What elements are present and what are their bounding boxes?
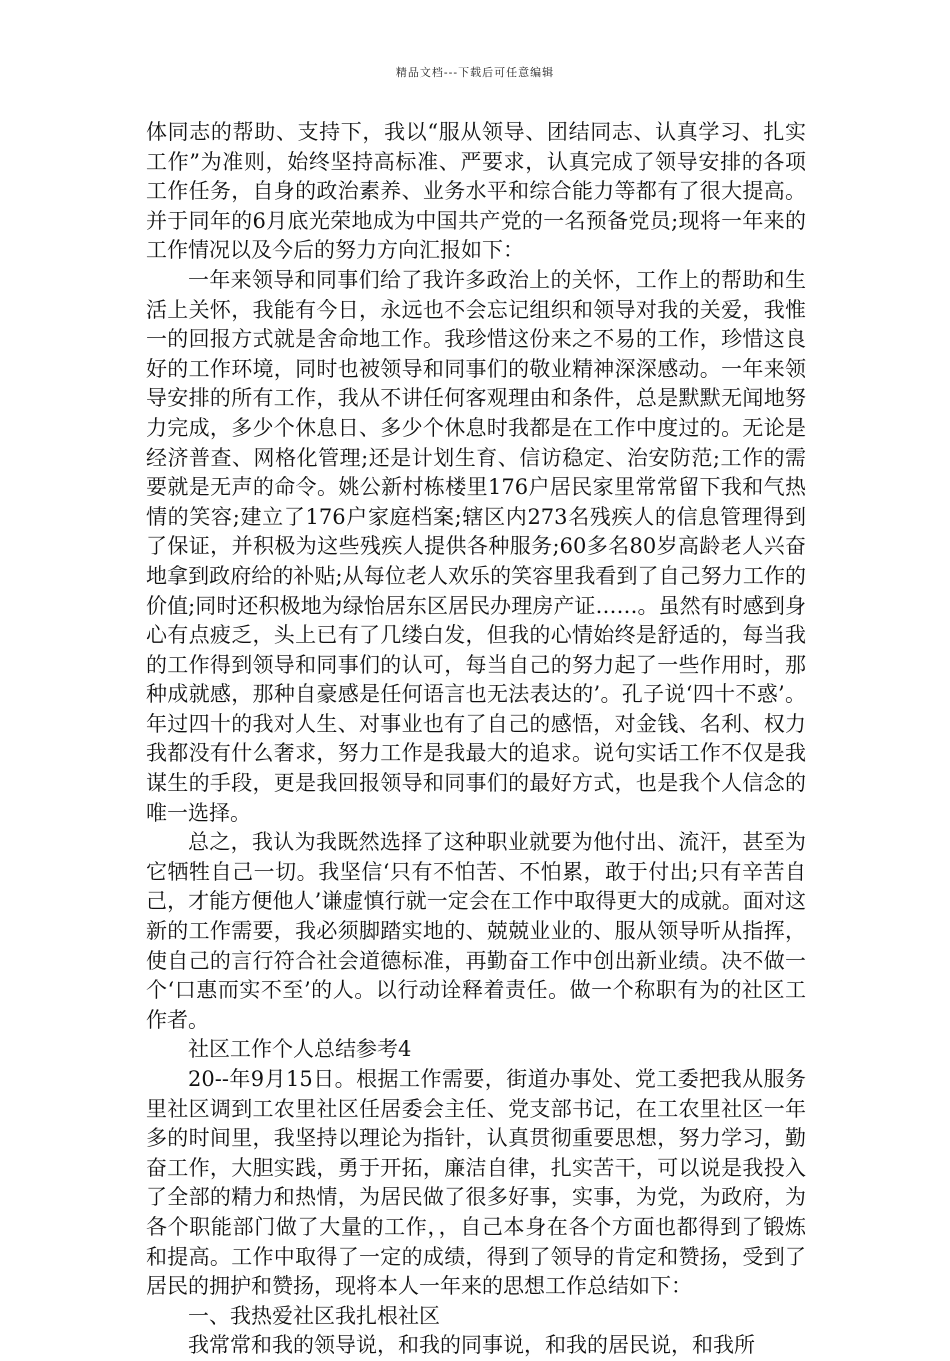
paragraph-continuation: 体同志的帮助、支持下，我以“服从领导、团结同志、认真学习、扎实工作”为准则，始终坚持高标准、严要求，认真完成了领导安排的各项工作任务，自身的政治素养、业务水平和综合能力等都有了很大提高。并于同年的6月底光荣地成为中国共产党的一名预备党员;现将一年来的工作情况以及今后的努力方向汇报如下： — [146, 120, 806, 263]
subheading-1: 一、我热爱社区我扎根社区 — [188, 1303, 440, 1328]
paragraph-partial: 我常常和我的领导说，和我的同事说，和我的居民说，和我所 — [188, 1333, 755, 1358]
paragraph-intro-2: 20--年9月15日。根据工作需要，街道办事处、党工委把我从服务里社区调到工农里社区任居委会主任、党支部书记，在工农里社区一年多的时间里，我坚持以理论为指针，认真贯彻重要思想，努力学习，勤奋工作，大胆实践，勇于开拓，廉洁自律，扎实苦干，可以说是我投入了全部的精力和热情，为居民做了很多好事，实事，为党，为政府，为各个职能部门做了大量的工作，，自己本身在各个方面也都得到了锻炼和提高。工作中取得了一定的成绩，得到了领导的肯定和赞扬，受到了居民的拥护和赞扬，现将本人一年来的思想工作总结如下： — [146, 1067, 806, 1299]
section-heading-reference-4: 社区工作个人总结参考4 — [188, 1037, 412, 1062]
paragraph-work-summary: 一年来领导和同事们给了我许多政治上的关怀，工作上的帮助和生活上关怀，我能有今日，永远也不会忘记组织和领导对我的关爱，我惟一的回报方式就是舍命地工作。我珍惜这份来之不易的工作，珍惜这良好的工作环境，同时也被领导和同事们的敬业精神深深感动。一年来领导安排的所有工作，我从不讲任何客观理由和条件，总是默默无闻地努力完成，多少个休息日、多少个休息时我都是在工作中度过的。无论是经济普查、网格化管理;还是计划生育、信访稳定、治安防范;工作的需要就是无声的命令。姚公新村栋楼里176户居民家里常常留下我和气热情的笑容;建立了176户家庭档案;辖区内273名残疾人的信息管理得到了保证，并积极为这些残疾人提供各种服务;60多名80岁高龄老人兴奋地拿到政府给的补贴;从每位老人欢乐的笑容里我看到了自己努力工作的价值;同时还积极地为绿怡居东区居民办理房产证……。虽然有时感到身心有点疲乏，头上已有了几缕白发，但我的心情始终是舒适的，每当我的工作得到领导和同事们的认可，每当自己的努力起了一些作用时，那种成就感，那种自豪感是任何语言也无法表达的’。孔子说‘四十不惑’。年过四十的我对人生、对事业也有了自己的感悟，对金钱、名利、权力我都没有什么奢求，努力工作是我最大的追求。说句实话工作不仅是我谋生的手段，更是我回报领导和同事们的最好方式，也是我个人信念的唯一选择。 — [146, 267, 806, 825]
header-note: 精品文档---下载后可任意编辑 — [395, 66, 555, 79]
paragraph-conclusion: 总之，我认为我既然选择了这种职业就要为他付出、流汗，甚至为它牺牲自己一切。我坚信‘只有不怕苦、不怕累，敢于付出;只有辛苦自己，才能方便他人’谦虚慎行就一定会在工作中取得更大的成就。面对这新的工作需要，我必须脚踏实地的、兢兢业业的、服从领导听从指挥，使自己的言行符合社会道德标准，再勤奋工作中创出新业绩。决不做一个‘口惠而实不至’的人。以行动诠释着责任。做一个称职有为的社区工作者。 — [146, 830, 806, 1032]
document-body — [146, 118, 806, 1361]
